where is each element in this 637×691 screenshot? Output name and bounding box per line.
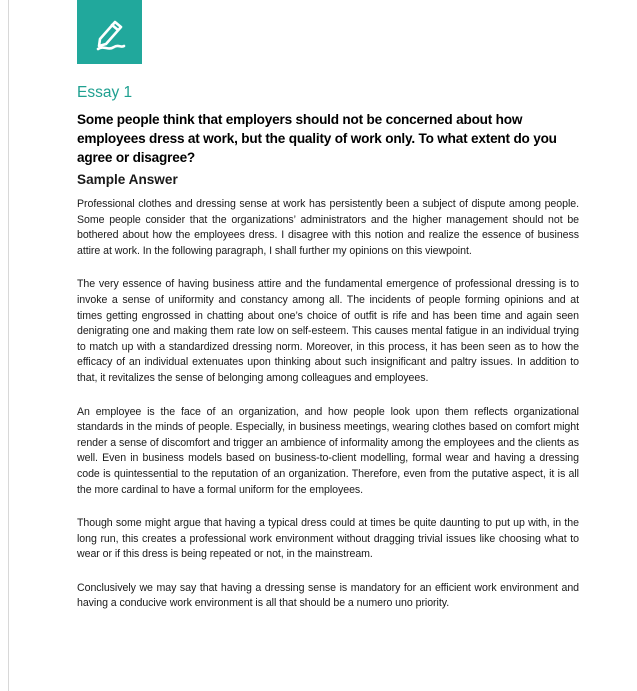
page-edge bbox=[8, 0, 9, 691]
paragraph-body-1: The very essence of having business attire and the fundamental emergence of professional dressing is to invoke a sense of uniformity and constancy among all. The incidents of people forming opinions and at times getting engrossed in chatting about one’s choice of outfit is rife and has been time and again seen denigrating one and making them rate low on self-esteem. This causes mental fatigue in an individual trying to match up with a standardized dressing norm. Moreover, in this process, it has been seen as to how the efficacy of an individual extenuates upon thinking about such insignificant and paltry issues. In addition to that, it revitalizes the sense of belonging among colleagues and employees. bbox=[77, 278, 579, 384]
essay-question: Some people think that employers should not be concerned about how employees dress at work, but the quality of work only. To what extent do you agree or disagree? bbox=[77, 112, 557, 165]
paragraph-conclusion: Conclusively we may say that having a dressing sense is mandatory for an efficient work environment and having a conducive work environment is all that should be a numero uno priority. bbox=[77, 581, 579, 610]
paragraph-introduction: Professional clothes and dressing sense at work has persistently been a subject of dispute among people. Some people consider that the organizations’ administrators and the higher management should not be bothered about how the employees dress. I disagree with this notion and realize the essence of business attire at work. In the following paragraph, I shall further my opinions on this viewpoint. bbox=[77, 198, 579, 257]
paragraph-counterargument: Though some might argue that having a typical dress could at times be quite daunting to put up with, in the long run, this creates a professional work environment without dragging trivial issues like choosing what to wear or if this dress is being repeated or not, in the mainstream. bbox=[77, 517, 579, 561]
pencil-writing-icon bbox=[90, 12, 130, 52]
sample-answer-heading: Sample Answer bbox=[77, 172, 178, 187]
essay-logo bbox=[77, 0, 142, 64]
essay-title: Essay 1 bbox=[77, 84, 133, 101]
sample-answer-body bbox=[77, 197, 579, 630]
paragraph-body-2: An employee is the face of an organization, and how people look upon them reflects organizational standards in the minds of people. Especially, in business meetings, wearing clothes based on comfort might render a sense of discomfort and trigger an ambience of informality among the employees and the clients as well. Even in business models based on business-to-client modelling, formal wear and having a dressing code is quintessential to the reputation of an organization. Therefore, even from the putative aspect, it is all the more cardinal to have a formal uniform for the employees. bbox=[77, 405, 579, 496]
